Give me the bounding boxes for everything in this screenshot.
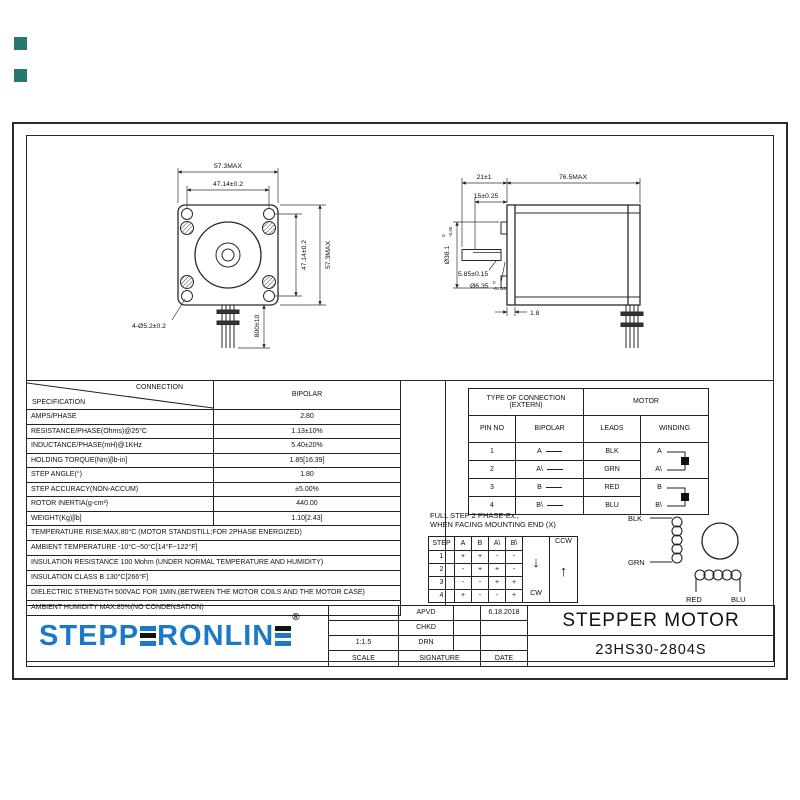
lead-label-red: RED xyxy=(686,595,702,604)
step-cell: + xyxy=(489,564,506,577)
screw-head-hatched xyxy=(181,276,194,289)
winding-label: A xyxy=(657,447,662,455)
step-table-caption xyxy=(430,511,556,530)
cw-label: CW xyxy=(530,589,542,597)
spec-label: RESISTANCE/PHASE(Ohms)@25°C xyxy=(27,424,214,439)
drawing-title: STEPPER MOTOR xyxy=(528,606,775,636)
rotor-circle xyxy=(702,523,738,559)
spec-value: 1.13±10% xyxy=(214,424,401,439)
table-row xyxy=(27,511,401,526)
dim-height-max: 57.3MAX xyxy=(325,241,332,269)
table-row xyxy=(27,571,401,586)
dim-shaft-length: 21±1 xyxy=(476,174,492,181)
table-row xyxy=(27,482,401,497)
stepperonline-logo xyxy=(27,611,328,652)
stylized-e-icon xyxy=(140,626,156,646)
spec-header-connection: CONNECTION xyxy=(135,384,183,391)
cw-arrow-icon: ↓ xyxy=(532,553,540,571)
bipolar-phase: B\ xyxy=(516,497,584,515)
chkd-signature-cell xyxy=(454,621,481,636)
motor-group-header: MOTOR xyxy=(584,389,709,416)
lead-color: GRN xyxy=(584,461,641,479)
screw-head-hatched xyxy=(263,222,276,235)
winding-label: A\ xyxy=(655,466,662,474)
svg-text:Ø38.1: Ø38.1 xyxy=(444,245,451,265)
spec-note: INSULATION RESISTANCE 100 Mohm (UNDER NORMAL TEMPERATURE AND HUMIDITY) xyxy=(27,556,401,571)
caption-line2: WHEN FACING MOUNTING END (X) xyxy=(430,520,556,530)
scale-label: SCALE xyxy=(329,651,399,667)
table-row xyxy=(27,541,401,556)
spec-header-bipolar: BIPOLAR xyxy=(214,381,401,410)
connection-table xyxy=(468,388,709,515)
spec-value: 1.85[16.39] xyxy=(214,453,401,468)
scan-mark-top xyxy=(14,37,27,50)
wiring-diagram xyxy=(620,505,785,605)
step-col-header: STEP xyxy=(429,537,455,551)
table-row xyxy=(27,468,401,483)
spec-note: DIELECTRIC STRENGTH 500VAC FOR 1MIN.(BETWEEN THE MOTOR COILS AND THE MOTOR CASE) xyxy=(27,586,401,601)
scale-blank-cell xyxy=(329,621,399,636)
step-cell: + xyxy=(472,551,489,564)
step-cell: + xyxy=(506,590,523,603)
motor-body-front xyxy=(178,205,278,305)
scan-mark-bottom xyxy=(14,69,27,82)
side-view-drawing xyxy=(415,150,675,375)
step-cell: - xyxy=(489,590,506,603)
step-cell: 1 xyxy=(429,551,455,564)
pin-number: 3 xyxy=(469,479,516,497)
logo-cell xyxy=(27,606,329,667)
dim-flat-length: 15±0.25 xyxy=(473,193,499,200)
spec-value: 1.10[2.43] xyxy=(214,511,401,526)
table-row xyxy=(27,424,401,439)
ccw-label: CCW xyxy=(555,538,572,545)
logo-text-part2: RONLIN xyxy=(157,619,275,652)
chkd-date-cell xyxy=(481,621,528,636)
signature-label: SIGNATURE xyxy=(399,651,481,667)
connection-group-header xyxy=(469,389,584,416)
coil-symbol-icon xyxy=(666,445,694,477)
spec-label: AMPS/PHASE xyxy=(27,410,214,425)
part-number: 23HS30-2804S xyxy=(528,636,775,667)
date-label: DATE xyxy=(481,651,528,667)
scale-blank-cell xyxy=(329,606,399,621)
dim-flat-height: 5.85±0.15 xyxy=(458,271,489,278)
spec-value: 1.80 xyxy=(214,468,401,483)
spec-header-diagonal-cell xyxy=(27,381,214,410)
spec-note: INSULATION CLASS B 130°C[266°F] xyxy=(27,571,401,586)
step-col-header: A xyxy=(455,537,472,551)
table-row xyxy=(27,410,401,425)
pin-number: 4 xyxy=(469,497,516,515)
step-cell: + xyxy=(455,590,472,603)
motor-body-side xyxy=(462,205,640,305)
table-row xyxy=(27,453,401,468)
ccw-direction-cell xyxy=(550,537,578,603)
table-row xyxy=(469,443,709,461)
svg-text:-0.05: -0.05 xyxy=(448,226,453,237)
spec-note: TEMPERATURE RISE:MAX.80°C (MOTOR STANDSTILL;FOR 2PHASE ENERGIZED) xyxy=(27,526,401,541)
ccw-arrow-icon: ↑ xyxy=(559,563,568,581)
step-cell: - xyxy=(455,577,472,590)
group-header-line2: (EXTERN) xyxy=(509,402,543,409)
spec-note: AMBIENT TEMPERATURE -10°C~50°C[14°F~122°F] xyxy=(27,541,401,556)
col-header-pin: PIN NO xyxy=(469,416,516,443)
pin-number: 1 xyxy=(469,443,516,461)
spec-value: ±5.00% xyxy=(214,482,401,497)
spec-label: ROTOR INERTIA(g-cm²) xyxy=(27,497,214,512)
svg-text:-0.013: -0.013 xyxy=(493,286,507,291)
step-cell: + xyxy=(489,577,506,590)
title-block xyxy=(26,605,775,667)
step-cell: - xyxy=(489,551,506,564)
full-step-sequence-table xyxy=(428,536,578,603)
drn-signature-cell xyxy=(454,636,481,651)
front-view-drawing xyxy=(130,148,380,383)
dim-pilot-diameter xyxy=(441,226,453,264)
wire-stub xyxy=(546,451,562,452)
screw-head-hatched xyxy=(181,222,194,235)
step-cell: + xyxy=(472,564,489,577)
apvd-label: APVD xyxy=(399,606,454,621)
step-col-header: B xyxy=(472,537,489,551)
shaft xyxy=(462,250,501,261)
drn-date-cell xyxy=(481,636,528,651)
svg-text:0: 0 xyxy=(493,280,496,285)
col-header-bipolar: BIPOLAR xyxy=(516,416,584,443)
caption-line1: FULL STEP 2 PHASE-Ex., xyxy=(430,511,519,520)
stylized-e-icon xyxy=(275,626,291,646)
lead-label-grn: GRN xyxy=(628,558,645,567)
lead-wires-front xyxy=(217,305,239,348)
spec-label: STEP ANGLE(°) xyxy=(27,468,214,483)
pin-number: 2 xyxy=(469,461,516,479)
step-col-header: A\ xyxy=(489,537,506,551)
lead-color: RED xyxy=(584,479,641,497)
bipolar-phase: B xyxy=(516,479,584,497)
wire-stub xyxy=(547,469,563,470)
col-header-winding: WINDING xyxy=(641,416,709,443)
dim-width-max: 57.3MAX xyxy=(214,163,242,170)
spec-label: STEP ACCURACY(NON-ACCUM) xyxy=(27,482,214,497)
dim-body-length: 76.5MAX xyxy=(559,174,587,181)
spec-label: HOLDING TORQUE(Nm)[lb-in] xyxy=(27,453,214,468)
step-cell: 3 xyxy=(429,577,455,590)
bipolar-phase: A xyxy=(516,443,584,461)
step-cell: - xyxy=(472,590,489,603)
table-row xyxy=(27,586,401,601)
lead-label-blu: BLU xyxy=(731,595,746,604)
step-cell: - xyxy=(472,577,489,590)
chkd-label: CHKD xyxy=(399,621,454,636)
dim-flange-thickness: 1.8 xyxy=(530,310,540,317)
wire-stub xyxy=(546,487,562,488)
bipolar-phase: A\ xyxy=(516,461,584,479)
col-header-leads: LEADS xyxy=(584,416,641,443)
screw-head-hatched xyxy=(263,276,276,289)
step-cell: 4 xyxy=(429,590,455,603)
dim-mounting-holes: 4-Ø5.2±0.2 xyxy=(132,323,166,330)
table-row xyxy=(27,497,401,512)
table-row xyxy=(27,556,401,571)
spec-header-specification: SPECIFICATION xyxy=(32,398,86,406)
pilot-boss-top xyxy=(501,222,507,234)
logo-text-part1: STEPP xyxy=(39,619,140,652)
cw-direction-cell xyxy=(523,537,550,603)
spec-label: WEIGHT(Kg)[lb] xyxy=(27,511,214,526)
step-cell: - xyxy=(455,564,472,577)
spec-value: 2.80 xyxy=(214,410,401,425)
lead-color: BLK xyxy=(584,443,641,461)
wire-stub xyxy=(547,505,563,506)
table-row xyxy=(27,439,401,454)
winding-label: B xyxy=(657,483,662,491)
svg-text:Ø6.35: Ø6.35 xyxy=(470,283,489,290)
step-cell: + xyxy=(455,551,472,564)
step-cell: 2 xyxy=(429,564,455,577)
spec-value: 440.00 xyxy=(214,497,401,512)
spec-label: INDUCTANCE/PHASE(mH)@1KHz xyxy=(27,439,214,454)
group-header-line1: TYPE OF CONNECTION xyxy=(486,394,566,402)
dim-hole-spacing-v: 47.14±0.2 xyxy=(301,239,308,271)
winding-label: B\ xyxy=(655,502,662,510)
step-cell: - xyxy=(506,551,523,564)
svg-text:0: 0 xyxy=(441,234,446,237)
winding-diagram-a xyxy=(641,443,709,479)
registered-mark: ® xyxy=(292,611,300,623)
lead-wires-side xyxy=(621,305,643,348)
step-cell: - xyxy=(506,564,523,577)
lead-color: BLU xyxy=(584,497,641,515)
table-row xyxy=(27,526,401,541)
step-cell: + xyxy=(506,577,523,590)
drn-label: DRN xyxy=(399,636,454,651)
step-col-header: B\ xyxy=(506,537,523,551)
spec-note: AMBIENT HUMIDITY MAX.85%(NO CONDENSATION) xyxy=(27,601,401,616)
dim-hole-spacing-h: 47.14±0.2 xyxy=(212,181,244,188)
table-row xyxy=(469,479,709,497)
lead-label-blk: BLK xyxy=(628,514,643,523)
spec-value: 5.40±20% xyxy=(214,439,401,454)
specification-table xyxy=(26,380,401,616)
apvd-date: 6.18.2018 xyxy=(481,606,528,621)
apvd-signature-cell xyxy=(454,606,481,621)
dim-lead-length: 800±10 xyxy=(254,314,261,338)
scale-value: 1:1.5 xyxy=(329,636,399,651)
